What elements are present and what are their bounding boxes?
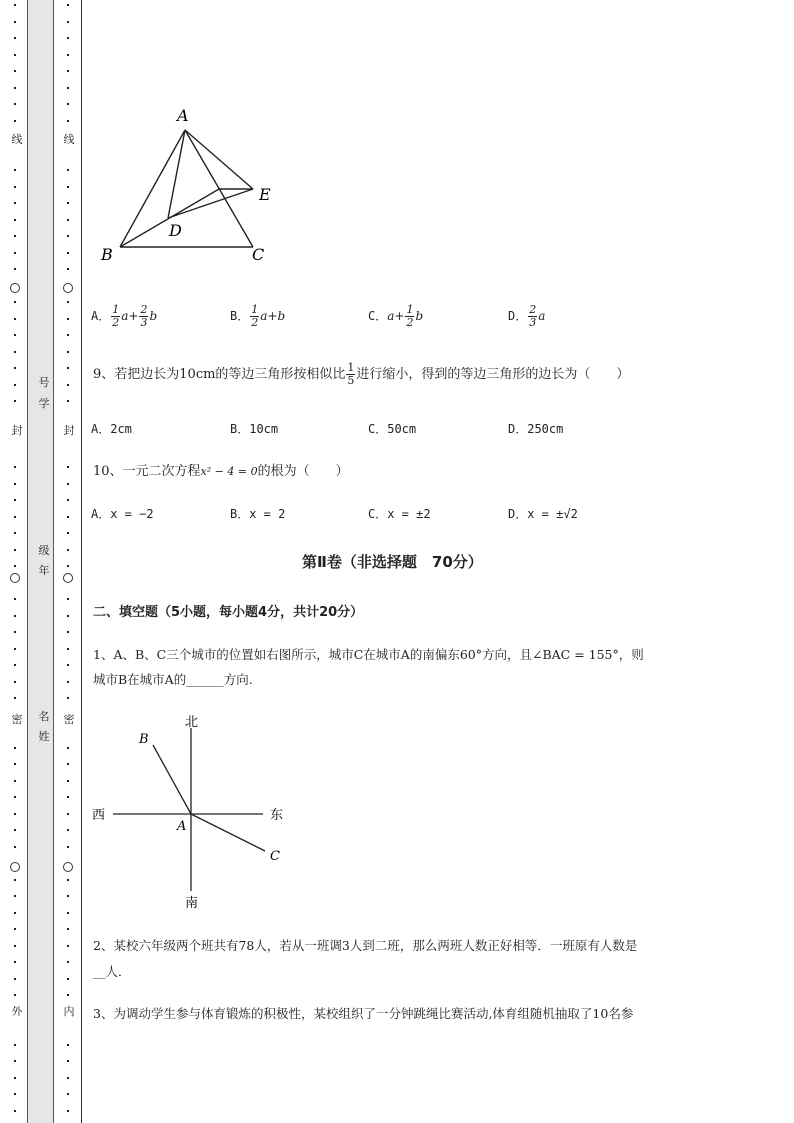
fq1-line1: 1、A、B、C三个城市的位置如右图所示，城市C在城市A的南偏东60°方向，且∠BAC = 155°，则	[93, 647, 644, 662]
binding-dot	[14, 351, 16, 353]
binding-dot	[67, 301, 69, 303]
q10-option-d[interactable]: D．x = ±√2	[508, 507, 578, 521]
binding-dot	[67, 846, 69, 848]
outer-label-feng: 封	[11, 424, 23, 437]
binding-dot	[14, 37, 16, 39]
binding-dot	[14, 103, 16, 105]
binding-dot	[14, 747, 16, 749]
binding-dot	[67, 928, 69, 930]
inner-label-nei: 内	[63, 1005, 75, 1018]
binding-dot	[14, 928, 16, 930]
binding-dot	[67, 384, 69, 386]
label-a: A	[177, 106, 189, 125]
binding-dot	[67, 631, 69, 633]
binding-dot	[67, 318, 69, 320]
field-label-number-1: 号	[38, 376, 50, 389]
binding-dot	[67, 483, 69, 485]
binding-dot	[14, 268, 16, 270]
q8-option-a[interactable]: A． $\frac{1}{2}$ a+ $\frac{2}{3}$ b	[91, 303, 158, 329]
compass-figure	[88, 708, 298, 913]
field-label-grade-1: 级	[38, 544, 50, 557]
binding-dot	[67, 70, 69, 72]
q10-stem: 10、一元二次方程x² − 4 = 0的根为（ ）	[93, 464, 349, 479]
q10-equation: x² − 4 = 0	[200, 465, 258, 478]
inner-label-feng: 封	[63, 424, 75, 437]
binding-dot	[67, 664, 69, 666]
binding-dot	[67, 169, 69, 171]
binding-dot	[14, 978, 16, 980]
binding-dot	[14, 532, 16, 534]
binding-dot	[67, 615, 69, 617]
q10-option-b[interactable]: B．x = 2	[230, 507, 286, 521]
binding-dot	[14, 549, 16, 551]
q9-stem: 9、若把边长为10cm的等边三角形按相似比 $\frac{1}{5}$ 进行缩小，得到的等边三角形的边长为（ ）	[93, 361, 630, 387]
binding-dot	[67, 516, 69, 518]
fraction: $\frac{1}{2}$	[406, 303, 414, 329]
fq2-line2: __人．	[93, 964, 131, 979]
q9-option-c[interactable]: C．50cm	[368, 422, 417, 436]
binding-dot	[14, 54, 16, 56]
binding-dot	[67, 268, 69, 270]
binding-dot	[14, 1044, 16, 1046]
binding-dot	[67, 186, 69, 188]
binding-dot	[67, 351, 69, 353]
triangle-figure	[95, 100, 295, 270]
binding-dot	[14, 598, 16, 600]
fraction: $\frac{1}{2}$	[112, 303, 120, 329]
binding-dot	[67, 796, 69, 798]
fq1-line2: 城市B在城市A的______方向.	[93, 672, 253, 687]
binding-dot	[67, 235, 69, 237]
binding-dot	[14, 780, 16, 782]
binding-dot	[14, 367, 16, 369]
binding-dot	[67, 1060, 69, 1062]
binding-dot	[14, 499, 16, 501]
inner-label-mi: 密	[63, 713, 75, 726]
q8-option-b[interactable]: B． $\frac{1}{2}$ a+b	[230, 303, 286, 329]
field-label-number-2: 学	[38, 397, 50, 410]
binding-dot	[67, 1077, 69, 1079]
fq3-line1: 3、为调动学生参与体育锻炼的积极性，某校组织了一分钟跳绳比赛活动,体育组随机抽取了10名参	[93, 1006, 634, 1021]
binding-dot	[67, 912, 69, 914]
binding-dot	[14, 961, 16, 963]
q8-option-c[interactable]: C．a+ $\frac{1}{2}$ b	[368, 303, 424, 329]
q9-option-a[interactable]: A．2cm	[91, 422, 132, 436]
binding-dot	[67, 763, 69, 765]
binding-dot	[67, 219, 69, 221]
outer-label-xian: 线	[11, 133, 23, 146]
binding-dot	[67, 21, 69, 23]
outer-label-wai: 外	[11, 1005, 23, 1018]
binding-circle	[63, 573, 73, 583]
binding-dot	[67, 367, 69, 369]
part2-title: 第Ⅱ卷（非选择题 70分）	[302, 553, 483, 571]
binding-dot	[14, 466, 16, 468]
ray-ac	[191, 814, 265, 851]
binding-dot	[67, 252, 69, 254]
label-south: 南	[185, 896, 199, 911]
binding-circle	[10, 283, 20, 293]
binding-dot	[14, 21, 16, 23]
binding-circle	[63, 283, 73, 293]
fraction: $\frac{2}{3}$	[529, 303, 537, 329]
binding-dot	[14, 879, 16, 881]
binding-dot	[14, 846, 16, 848]
binding-dot	[14, 945, 16, 947]
binding-dot	[14, 994, 16, 996]
binding-dot	[14, 318, 16, 320]
binding-dot	[14, 186, 16, 188]
binding-dot	[67, 945, 69, 947]
binding-dot	[67, 895, 69, 897]
ratio-fraction: $\frac{1}{5}$	[347, 361, 355, 387]
q9-option-d[interactable]: D．250cm	[508, 422, 564, 436]
binding-dot	[14, 516, 16, 518]
binding-dot	[67, 598, 69, 600]
binding-dot	[14, 565, 16, 567]
binding-dot	[67, 499, 69, 501]
binding-dot	[14, 615, 16, 617]
binding-dot	[14, 631, 16, 633]
q10-option-a[interactable]: A．x = −2	[91, 507, 154, 521]
binding-dot	[14, 664, 16, 666]
binding-margin-gray	[27, 0, 54, 1123]
binding-dot	[67, 994, 69, 996]
binding-circle	[63, 862, 73, 872]
binding-dot	[14, 334, 16, 336]
binding-dot	[67, 532, 69, 534]
binding-dot	[14, 813, 16, 815]
ray-ab	[153, 745, 191, 814]
binding-dot	[14, 763, 16, 765]
q8-option-d[interactable]: D． $\frac{2}{3}$ a	[508, 303, 546, 329]
binding-dot	[67, 648, 69, 650]
binding-dot	[14, 4, 16, 6]
label-d: D	[169, 221, 182, 240]
binding-dot	[14, 169, 16, 171]
binding-dot	[14, 400, 16, 402]
binding-dot	[67, 4, 69, 6]
label-east: 东	[270, 808, 284, 823]
label-b: B	[101, 245, 113, 264]
binding-dot	[67, 400, 69, 402]
segment-ad	[168, 130, 185, 218]
binding-dot	[14, 829, 16, 831]
binding-dot	[67, 565, 69, 567]
binding-circle	[10, 573, 20, 583]
label-e: E	[259, 185, 271, 204]
binding-dot	[14, 1060, 16, 1062]
binding-dot	[67, 103, 69, 105]
label-west: 西	[92, 808, 106, 823]
label-b: B	[139, 732, 149, 747]
binding-dot	[14, 1077, 16, 1079]
binding-dot	[67, 54, 69, 56]
binding-dot	[67, 120, 69, 122]
binding-dot	[67, 961, 69, 963]
binding-dot	[67, 334, 69, 336]
binding-dot	[67, 1093, 69, 1095]
binding-dot	[67, 978, 69, 980]
binding-dot	[14, 648, 16, 650]
label-c: C	[270, 849, 280, 864]
label-north: 北	[185, 715, 199, 730]
binding-dot	[14, 87, 16, 89]
binding-dot	[67, 697, 69, 699]
fraction: $\frac{2}{3}$	[140, 303, 148, 329]
binding-dot	[67, 549, 69, 551]
binding-dot	[14, 681, 16, 683]
segment-ae	[185, 130, 253, 189]
binding-dot	[67, 1044, 69, 1046]
binding-dot	[14, 1093, 16, 1095]
q10-option-c[interactable]: C．x = ±2	[368, 507, 431, 521]
binding-dot	[67, 87, 69, 89]
binding-dot	[14, 120, 16, 122]
binding-dot	[14, 70, 16, 72]
field-label-name-1: 名	[38, 710, 50, 723]
label-c: C	[252, 245, 265, 264]
binding-dot	[67, 466, 69, 468]
binding-dot	[67, 747, 69, 749]
binding-dot	[14, 301, 16, 303]
binding-dot	[14, 697, 16, 699]
binding-dot	[14, 483, 16, 485]
binding-dot	[14, 384, 16, 386]
fq2-line1: 2、某校六年级两个班共有78人，若从一班调3人到二班，那么两班人数正好相等．一班原有人数是	[93, 938, 638, 953]
binding-dot	[14, 219, 16, 221]
binding-dot	[67, 1110, 69, 1112]
inner-label-xian: 线	[63, 133, 75, 146]
binding-dot	[67, 879, 69, 881]
binding-dot	[14, 912, 16, 914]
field-label-grade-2: 年	[38, 564, 50, 577]
binding-circle	[10, 862, 20, 872]
binding-dot	[67, 829, 69, 831]
binding-dot	[14, 895, 16, 897]
section2-title: 二、填空题（5小题，每小题4分，共计20分）	[93, 605, 364, 620]
field-label-name-2: 姓	[38, 730, 50, 743]
binding-dot	[67, 202, 69, 204]
fraction: $\frac{1}{2}$	[251, 303, 259, 329]
binding-dot	[67, 813, 69, 815]
binding-dot	[67, 681, 69, 683]
binding-dot	[14, 1110, 16, 1112]
binding-dot	[14, 202, 16, 204]
label-a: A	[177, 819, 187, 834]
binding-dot	[67, 780, 69, 782]
binding-dot	[67, 37, 69, 39]
q9-option-b[interactable]: B．10cm	[230, 422, 279, 436]
binding-dot	[14, 235, 16, 237]
outer-label-mi: 密	[11, 713, 23, 726]
binding-dot	[14, 796, 16, 798]
binding-dot	[14, 252, 16, 254]
